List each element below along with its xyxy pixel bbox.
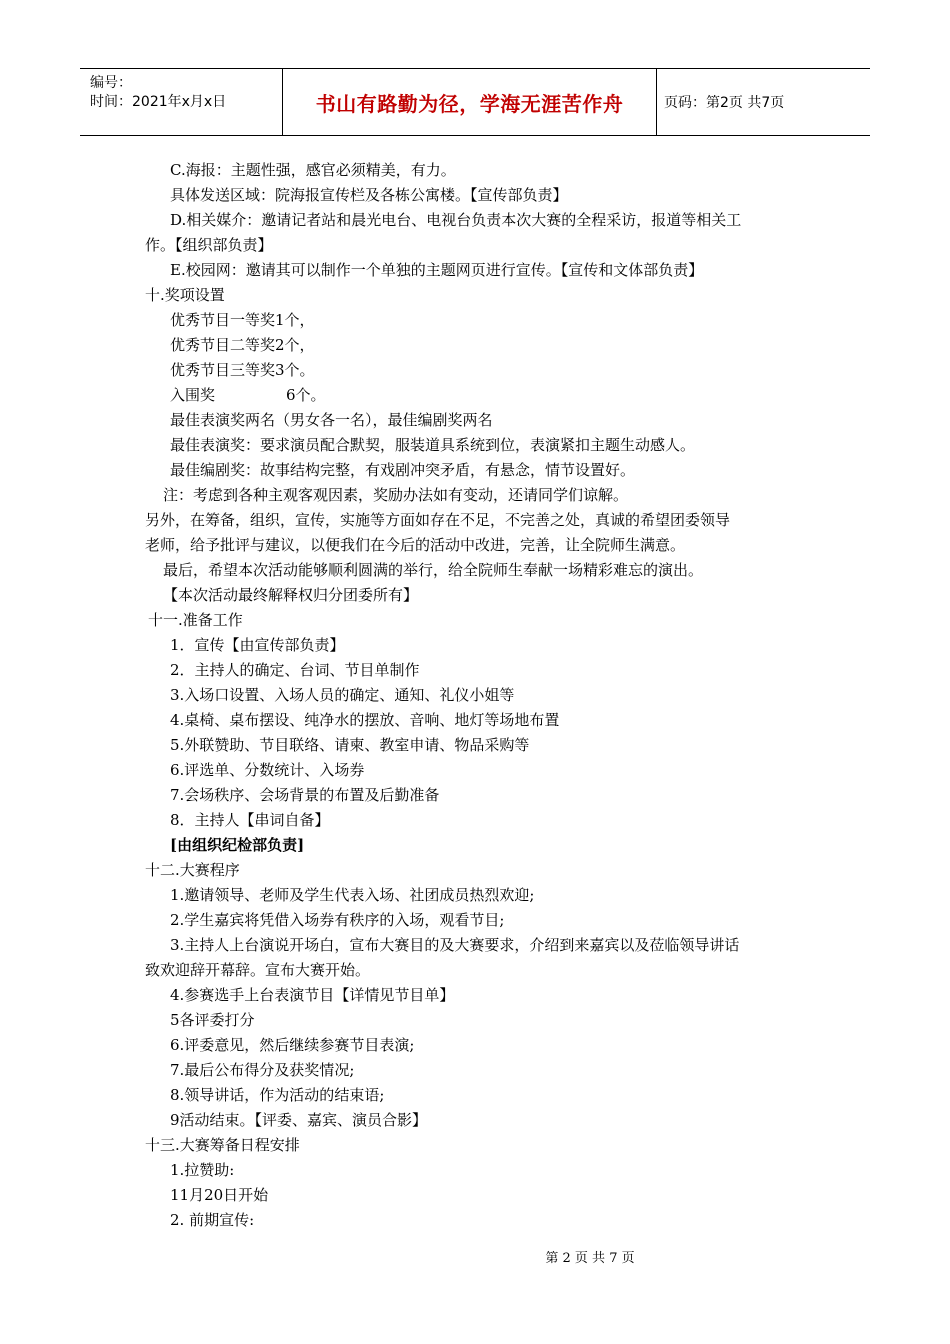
list-item: 1.拉赞助: (170, 1161, 235, 1179)
list-item: 5各评委打分 (170, 1011, 255, 1029)
text-line: C.海报：主题性强，感官必须精美，有力。 (170, 161, 456, 179)
text-line: 具体发送区域：院海报宣传栏及各栋公寓楼。【宣传部负责】 (170, 186, 568, 204)
section-heading: 十一.准备工作 (148, 611, 243, 629)
list-item: 1．宣传【由宣传部负责】 (170, 636, 345, 654)
list-item: 6.评选单、分数统计、入场券 (170, 761, 365, 779)
text-line: 老师，给予批评与建议，以便我们在今后的活动中改进，完善，让全院师生满意。 (145, 536, 686, 554)
page-number: 第 2 页 共 7 页 (545, 1251, 635, 1266)
text-line: 优秀节目二等奖2个， (170, 336, 315, 354)
number-label: 编号： (90, 75, 132, 91)
header-motto: 书山有路勤为径，学海无涯苦作舟 (315, 91, 624, 116)
page-footer (0, 1247, 950, 1266)
text-line: 作。【组织部负责】 (145, 236, 273, 254)
text-line: 11月20日开始 (170, 1186, 269, 1204)
list-item: 4.参赛选手上台表演节目【详情见节目单】 (170, 986, 455, 1004)
section-heading: 十.奖项设置 (145, 286, 225, 304)
list-item: 2. 前期宣传: (170, 1211, 255, 1229)
section-heading: 十二.大赛程序 (145, 861, 240, 879)
list-item: 4.桌椅、桌布摆设、纯净水的摆放、音响、地灯等场地布置 (170, 711, 560, 729)
text-line: D.相关媒介：邀请记者站和晨光电台、电视台负责本次大赛的全程采访，报道等相关工 (170, 211, 742, 229)
text-line: 【本次活动最终解释权归分团委所有】 (163, 586, 419, 604)
header-divider (656, 69, 657, 135)
list-item: 7.最后公布得分及获奖情况; (170, 1061, 355, 1079)
page-header (80, 68, 870, 136)
text-line: 最佳表演奖：要求演员配合默契，服装道具系统到位，表演紧扣主题生动感人。 (170, 436, 696, 454)
date-label: 时间：2021年x月x日 (90, 94, 227, 110)
text-line: 6个。 (286, 386, 326, 404)
text-line: 致欢迎辞开幕辞。宣布大赛开始。 (145, 961, 371, 979)
text-line: 另外，在筹备，组织，宣传，实施等方面如存在不足，不完善之处，真诚的希望团委领导 (145, 511, 731, 529)
text-line: 优秀节目三等奖3个。 (170, 361, 315, 379)
page-info: 页码：第2页 共7页 (664, 95, 785, 111)
text-line: E.校园网：邀请其可以制作一个单独的主题网页进行宣传。【宣传和文体部负责】 (170, 261, 704, 279)
text-line: 最佳编剧奖：故事结构完整，有戏剧冲突矛盾，有悬念，情节设置好。 (170, 461, 636, 479)
section-heading: 十三.大赛筹备日程安排 (145, 1136, 300, 1154)
list-item: 3.入场口设置、入场人员的确定、通知、礼仪小姐等 (170, 686, 515, 704)
text-line: 入围奖 (170, 386, 216, 404)
list-item: 2．主持人的确定、台词、节目单制作 (170, 661, 420, 679)
list-item: 1.邀请领导、老师及学生代表入场、社团成员热烈欢迎; (170, 886, 535, 904)
list-item: 7.会场秩序、会场背景的布置及后勤准备 (170, 786, 440, 804)
text-line: 优秀节目一等奖1个， (170, 311, 315, 329)
list-item: 9活动结束。【评委、嘉宾、演员合影】 (170, 1111, 428, 1129)
text-line: [由组织纪检部负责] (170, 836, 305, 854)
list-item: 5.外联赞助、节目联络、请柬、教室申请、物品采购等 (170, 736, 530, 754)
header-meta (80, 69, 282, 135)
list-item: 8.领导讲话，作为活动的结束语; (170, 1086, 385, 1104)
list-item: 2.学生嘉宾将凭借入场券有秩序的入场，观看节目; (170, 911, 505, 929)
list-item: 6.评委意见，然后继续参赛节目表演; (170, 1036, 415, 1054)
text-line: 最后，希望本次活动能够顺利圆满的举行，给全院师生奉献一场精彩难忘的演出。 (163, 561, 704, 579)
list-item: 8．主持人【串词自备】 (170, 811, 330, 829)
text-line: 最佳表演奖两名（男女各一名），最佳编剧奖两名 (170, 411, 493, 429)
note-line: 注：考虑到各种主观客观因素，奖励办法如有变动，还请同学们谅解。 (163, 486, 629, 504)
list-item: 3.主持人上台演说开场白，宣布大赛目的及大赛要求，介绍到来嘉宾以及莅临领导讲话 (170, 936, 740, 954)
